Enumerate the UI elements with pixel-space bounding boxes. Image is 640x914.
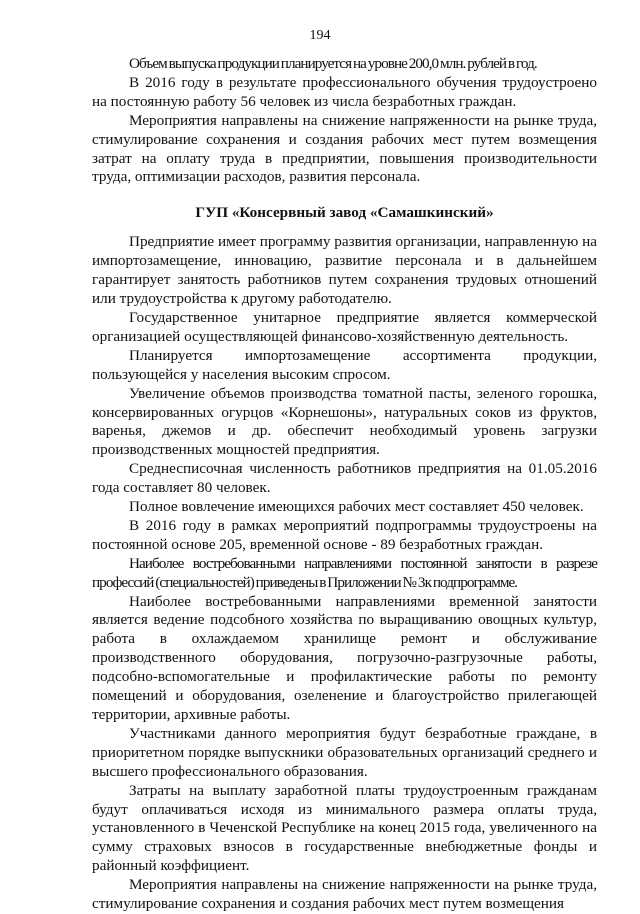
- page-number: 194: [309, 28, 331, 43]
- paragraph-production-increase: Увеличение объемов производства томатной пасты, зеленого горошка, консервированных огурцов «Корнешоны», натуральных соков из фруктов, варенья, джемов и др. обеспечит необходимый уровень загрузки производственных мощностей предприятия.: [92, 384, 597, 459]
- paragraph-output-volume: Объем выпуска продукции планируется на уровне 200,0 млн. рублей в год.: [129, 55, 537, 72]
- paragraph-development-program: Предприятие имеет программу развития организации, направленную на импортозамещение, инновацию, развитие персонала и в дальнейшем гарантирует занятость работников путем сохранения трудовых отношений или трудоустройства к другому работодателю.: [92, 233, 597, 308]
- paragraph-permanent-employment: Наиболее востребованными направлениями постоянной занятости в разрезе профессий (специальностей) приведены в Приложении № 3к подпрограмме.: [92, 554, 597, 591]
- paragraph-workplaces: Полное вовлечение имеющихся рабочих мест составляет 450 человек.: [129, 498, 584, 516]
- paragraph-headcount: Среднесписочная численность работников предприятия на 01.05.2016 года составляет 80 человек.: [92, 460, 597, 497]
- paragraph-wage-costs: Затраты на выплату заработной платы трудоустроенным гражданам будут оплачиваться исходя из минимального размера оплаты труда, установленного в Чеченской Республике на конец 2015 года, увеличенного на сумму страховых взносов в государственные внебюджетные фонды и районный коэффициент.: [92, 781, 597, 875]
- paragraph-participants: Участниками данного мероприятия будут безработные граждане, в приоритетном порядке выпускники образовательных организаций среднего и высшего профессионального образования.: [92, 724, 597, 780]
- paragraph-enterprise-type: Государственное унитарное предприятие является коммерческой организацией осуществляющей финансово-хозяйственную деятельность.: [92, 308, 597, 345]
- paragraph-measures-aim-2: Мероприятия направлены на снижение напряженности на рынке труда, стимулирование сохранения и создания рабочих мест путем возмещения: [92, 876, 597, 913]
- document-body: [92, 55, 597, 914]
- paragraph-employed-2016: В 2016 году в рамках мероприятий подпрограммы трудоустроены на постоянной основе 205, временной основе - 89 безработных граждан.: [92, 516, 597, 553]
- paragraph-training-result: В 2016 году в результате профессионального обучения трудоустроено на постоянную работу 56 человек из числа безработных граждан.: [92, 73, 597, 110]
- section-heading: ГУП «Консервный завод «Самашкинский»: [195, 204, 494, 222]
- paragraph-measures-aim: Мероприятия направлены на снижение напряженности на рынке труда, стимулирование сохранения и создания рабочих мест путем возмещения затрат на оплату труда в предприятии, повышения производительности труда, оптимизации расходов, развития персонала.: [92, 111, 597, 186]
- paragraph-temporary-employment: Наиболее востребованными направлениями временной занятости является ведение подсобного хозяйства по выращиванию овощных культур, работа в охлаждаемом хранилище ремонт и обслуживание производственного оборудования, погрузочно-разгрузочные работы, подсобно-вспомогательные и профилактические работы по ремонту помещений и оборудования, озеленение и благоустройство прилегающей территории, архивные работы.: [92, 592, 597, 723]
- paragraph-import-substitution: Планируется импортозамещение ассортимента продукции, пользующейся у населения высоким спросом.: [92, 346, 597, 383]
